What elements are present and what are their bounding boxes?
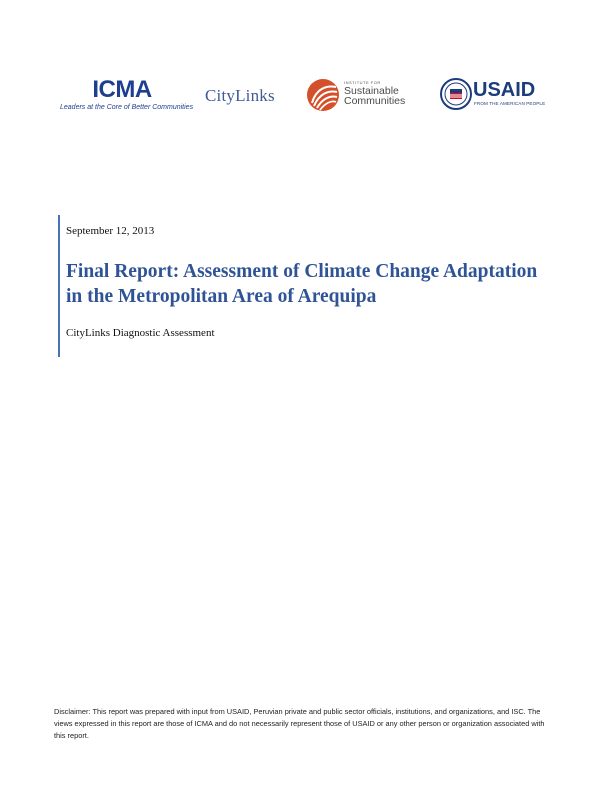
icma-logo — [60, 76, 194, 111]
citylinks-logo: CityLinks — [205, 86, 275, 105]
usaid-seal-icon — [440, 77, 472, 111]
title-block — [58, 215, 560, 357]
report-date: September 12, 2013 — [66, 225, 155, 237]
usaid-logo — [440, 77, 550, 113]
report-subtitle: CityLinks Diagnostic Assessment — [66, 327, 215, 339]
isc-logo-line1: Sustainable — [344, 85, 399, 97]
isc-logo-line2: Communities — [344, 95, 406, 107]
isc-logo-small: INSTITUTE FOR — [344, 80, 381, 85]
icma-logo-wordmark: ICMA — [92, 76, 152, 103]
report-title: Final Report: Assessment of Climate Change Adaptation in the Metropolitan Area of Arequipa — [66, 261, 538, 307]
isc-logo-text — [344, 80, 405, 106]
usaid-logo-wordmark: USAID — [473, 79, 536, 101]
isc-swirl-icon — [306, 77, 340, 113]
usaid-logo-tagline: FROM THE AMERICAN PEOPLE — [474, 101, 546, 106]
icma-logo-tagline: Leaders at the Core of Better Communities — [60, 104, 194, 111]
disclaimer: Disclaimer: This report was prepared with input from USAID, Peruvian private and public sector officials, institutions, and organizations, and ISC. The views expressed in this report are those of ICMA and do not necessarily represent those of USAID or any other person or organization associated with this report. — [54, 707, 545, 741]
isc-logo — [306, 77, 416, 113]
logo-bar — [0, 74, 612, 118]
